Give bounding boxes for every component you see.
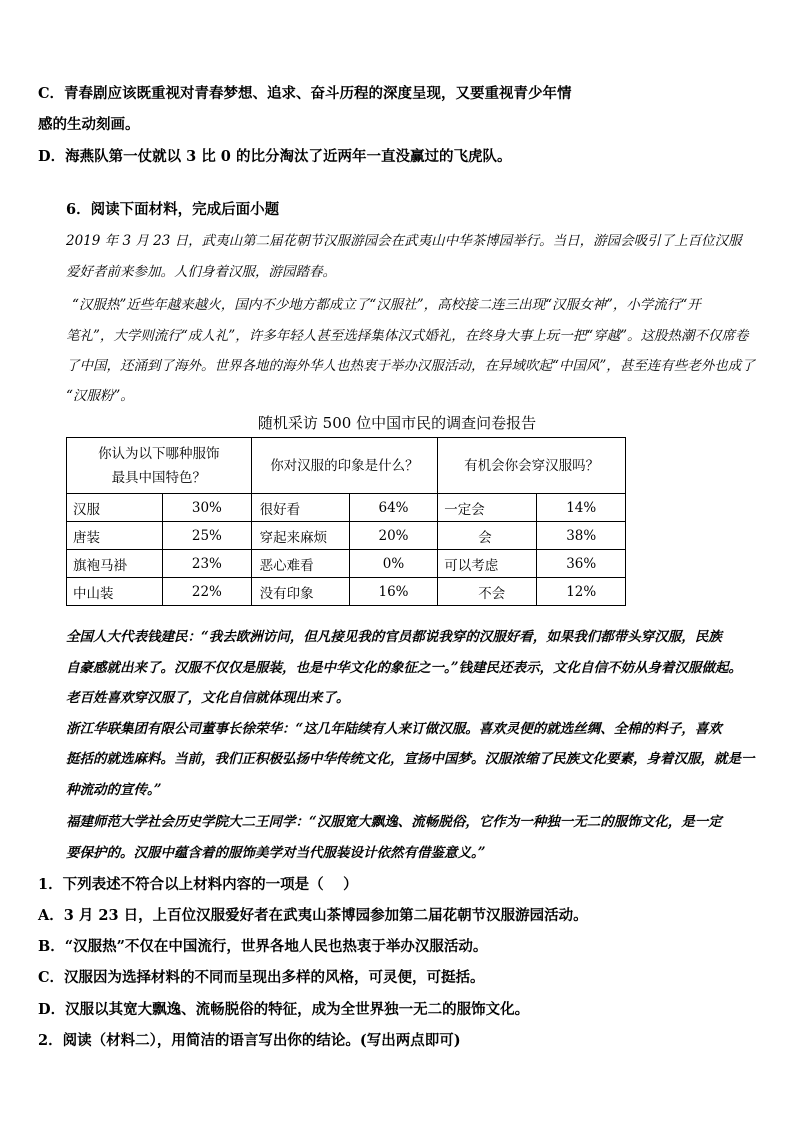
quote3-line2: 要保护的。汉服中蕴含着的服饰美学对当代服装设计依然有借鉴意义。” <box>66 845 486 861</box>
para2-line1: “汉服热”近些年越来越火，国内不少地方都成立了“汉服社”，高校接二连三出现“汉服女神”，小学流行“开 <box>72 297 701 313</box>
cell: 汉服 <box>67 494 163 522</box>
para2-line2: 笔礼”，大学则流行“成人礼”，许多年轻人甚至选择集体汉式婚礼，在终身大事上玩一把“穿越”。这股热潮不仅席卷 <box>66 328 749 344</box>
cell: 很好看 <box>251 494 349 522</box>
cell: 可以考虑 <box>438 550 537 578</box>
sub2-stem: 2．阅读（材料二），用简洁的语言写出你的结论。(写出两点即可) <box>38 1032 461 1049</box>
cell: 36% <box>537 550 626 578</box>
q2-header: 你对汉服的印象是什么？ <box>251 438 438 494</box>
sub1-option-c: C．汉服因为选择材料的不同而呈现出多样的风格，可灵便，可挺括。 <box>38 969 485 986</box>
sub1-option-a: A．3 月 23 日，上百位汉服爱好者在武夷山茶博园参加第二届花朝节汉服游园活动。 <box>38 907 588 924</box>
cell: 22% <box>163 578 252 606</box>
table-row <box>67 522 626 550</box>
cell: 0% <box>349 550 438 578</box>
q1-header-line1: 你认为以下哪种服饰 <box>98 445 220 462</box>
cell: 会 <box>438 522 537 550</box>
q1-header <box>67 438 252 494</box>
option-d: D．海燕队第一仗就以 3 比 0 的比分淘汰了近两年一直没赢过的飞虎队。 <box>38 148 512 165</box>
table-row <box>67 550 626 578</box>
cell: 一定会 <box>438 494 537 522</box>
cell: 38% <box>537 522 626 550</box>
table-header-row <box>67 438 626 494</box>
cell: 20% <box>349 522 438 550</box>
cell: 穿起来麻烦 <box>251 522 349 550</box>
survey-title: 随机采访 500 位中国市民的调查问卷报告 <box>257 414 537 432</box>
cell: 没有印象 <box>251 578 349 606</box>
cell: 25% <box>163 522 252 550</box>
cell: 14% <box>537 494 626 522</box>
cell: 12% <box>537 578 626 606</box>
cell: 64% <box>349 494 438 522</box>
quote2-line3: 种流动的宣传。” <box>66 782 162 798</box>
survey-table <box>66 437 626 606</box>
option-c-line2: 感的生动刻画。 <box>38 116 140 133</box>
cell: 不会 <box>438 578 537 606</box>
cell: 中山装 <box>67 578 163 606</box>
sub1-option-d: D．汉服以其宽大飘逸、流畅脱俗的特征，成为全世界独一无二的服饰文化。 <box>38 1001 530 1018</box>
cell: 唐装 <box>67 522 163 550</box>
cell: 23% <box>163 550 252 578</box>
q6-heading: 6．阅读下面材料，完成后面小题 <box>66 201 280 218</box>
para2-line4: “汉服粉”。 <box>66 388 134 404</box>
quote1-line1: 全国人大代表钱建民：“我去欧洲访问，但凡接见我的官员都说我穿的汉服好看，如果我们都带头穿汉服，民族 <box>66 629 722 645</box>
sub1-option-b: B．“汉服热”不仅在中国流行，世界各地人民也热衷于举办汉服活动。 <box>38 938 488 955</box>
option-c-line1: C．青春剧应该既重视对青春梦想、追求、奋斗历程的深度呈现，又要重视青少年情 <box>38 85 572 102</box>
cell: 恶心难看 <box>251 550 349 578</box>
cell: 16% <box>349 578 438 606</box>
q3-header: 有机会你会穿汉服吗？ <box>438 438 626 494</box>
quote1-line2: 自豪感就出来了。汉服不仅仅是服装，也是中华文化的象征之一。”钱建民还表示，文化自信不妨从身着汉服做起。 <box>66 660 743 676</box>
sub1-stem: 1．下列表述不符合以上材料内容的一项是（ ） <box>38 876 358 893</box>
para2-line3: 了中国，还涌到了海外。世界各地的海外华人也热衷于举办汉服活动，在异域吹起“中国风”，甚至连有些老外也成了 <box>66 358 755 374</box>
table-row <box>67 494 626 522</box>
quote2-line1: 浙江华联集团有限公司董事长徐荣华：“这几年陆续有人来订做汉服。喜欢灵便的就选丝绸、全棉的料子，喜欢 <box>66 721 722 737</box>
quote1-line3: 老百姓喜欢穿汉服了，文化自信就体现出来了。 <box>66 690 350 706</box>
quote2-line2: 挺括的就选麻料。当前，我们正积极弘扬中华传统文化，宣扬中国梦。汉服浓缩了民族文化要素，身着汉服，就是一 <box>66 751 755 767</box>
q1-header-line2: 最具中国特色？ <box>111 469 207 486</box>
para1-line1: 2019 年 3 月 23 日，武夷山第二届花朝节汉服游园会在武夷山中华茶博园举行。当日，游园会吸引了上百位汉服 <box>66 233 742 249</box>
cell: 30% <box>163 494 252 522</box>
quote3-line1: 福建师范大学社会历史学院大二王同学：“汉服宽大飘逸、流畅脱俗，它作为一种独一无二的服饰文化，是一定 <box>66 814 722 830</box>
cell: 旗袍马褂 <box>67 550 163 578</box>
para1-line2: 爱好者前来参加。人们身着汉服，游园踏春。 <box>66 264 336 280</box>
table-row <box>67 578 626 606</box>
